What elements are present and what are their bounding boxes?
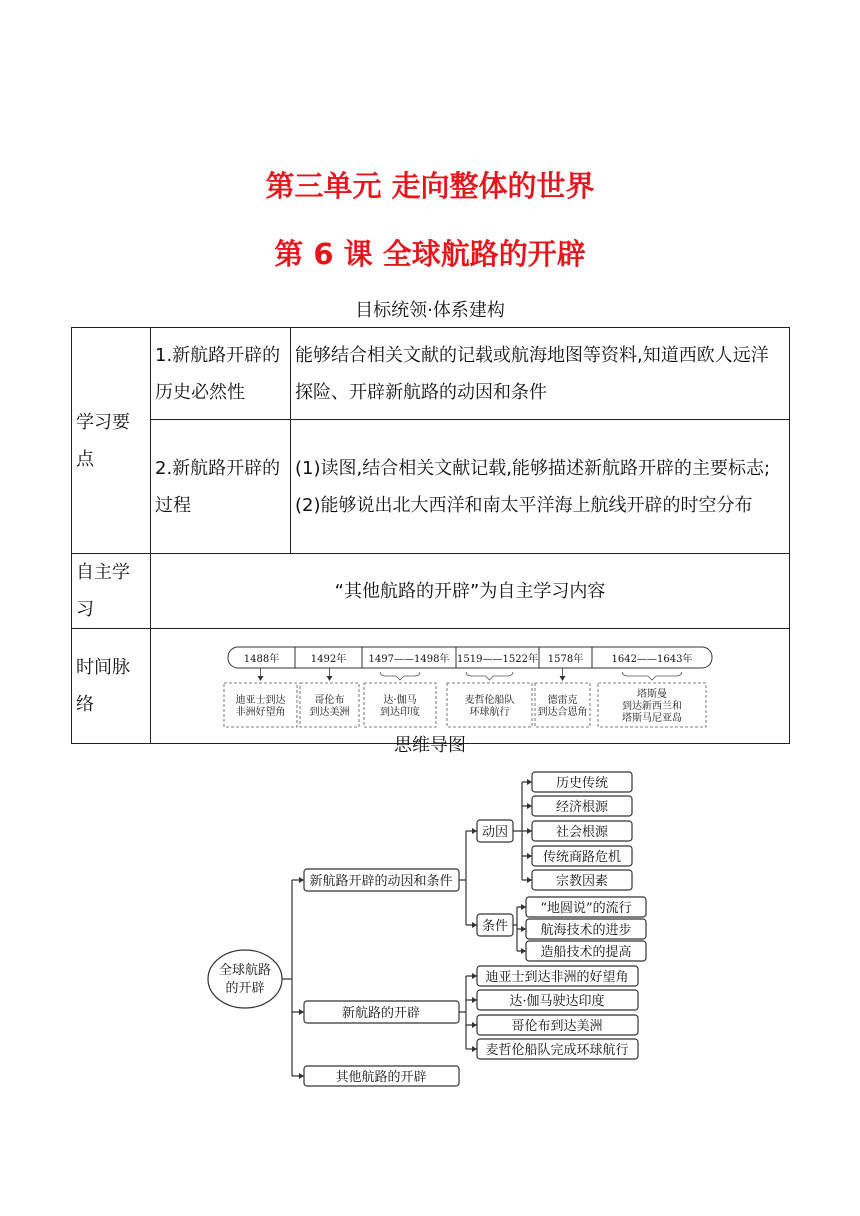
connector (282, 880, 304, 1076)
table-row (72, 629, 790, 744)
table-row (72, 420, 790, 554)
timeline-arrowhead (258, 676, 264, 681)
mindmap-node-label: 条件 (481, 919, 509, 934)
table-row (72, 554, 790, 629)
timeline-arrowhead (560, 676, 566, 681)
mindmap-node-label: 动因 (481, 825, 509, 840)
arrowhead (527, 779, 532, 785)
timeline-event-text: 环球航行 (469, 707, 510, 718)
timeline-container (151, 629, 790, 744)
arrowhead (521, 948, 526, 954)
timeline-brace (466, 672, 513, 680)
timeline-event-text: 达·伽马 (383, 695, 417, 706)
timeline-event-text: 非洲好望角 (235, 707, 286, 718)
timeline-diagram (151, 629, 782, 744)
lesson-title: 第 6 课 全球航路的开辟 (274, 237, 586, 271)
mindmap-condition-item-label: 造船技术的提高 (540, 945, 632, 960)
arrowhead (472, 997, 477, 1003)
timeline-event-text: 到达美洲 (309, 707, 350, 718)
arrowhead (527, 828, 532, 834)
timeline-year: 1488年 (243, 654, 280, 665)
mindmap-motive-item-label: 社会根源 (555, 825, 609, 840)
timeline-year: 1578年 (547, 654, 584, 665)
mindmap-route-item-label: 哥伦布到达美洲 (511, 1019, 603, 1034)
timeline-event-text: 哥伦布 (314, 695, 345, 706)
timeline-year: 1642——1643年 (611, 654, 693, 665)
mindmap-motive-item-label: 经济根源 (555, 800, 609, 815)
arrowhead (472, 1022, 477, 1028)
arrowhead (472, 828, 477, 834)
mind-map (0, 760, 860, 1100)
mindmap-motive-item-label: 传统商路危机 (542, 850, 622, 865)
timeline-event-text: 迪亚士到达 (235, 695, 286, 706)
table-row (72, 328, 790, 420)
mindmap-condition-item-label: “地圆说”的流行 (540, 901, 632, 916)
point1-title: 1.新航路开辟的历史必然性 (151, 328, 291, 420)
timeline-event-text: 德雷克 (547, 695, 578, 706)
arrowhead (521, 904, 526, 910)
arrowhead (521, 926, 526, 932)
mindmap-condition-item-label: 航海技术的进步 (540, 923, 632, 938)
self-study-cell: 自主学习 (72, 554, 151, 629)
timeline-brace (380, 672, 420, 680)
timeline-year: 1497——1498年 (368, 654, 450, 665)
timeline-cell: 时间脉络 (72, 629, 151, 744)
mindmap-route-item-label: 迪亚士到达非洲的好望角 (485, 970, 629, 985)
mindmap-motive-item-label: 宗教因素 (555, 874, 609, 889)
mindmap-branch-label: 其他航路的开辟 (335, 1070, 427, 1085)
timeline-event-text: 到达新西兰和 (622, 701, 682, 712)
mindmap-route-item-label: 达·伽马驶达印度 (509, 994, 605, 1009)
point2-desc: (1)读图,结合相关文献记载,能够描述新航路开辟的主要标志;(2)能够说出北大西洋和南太平洋海上航线开辟的时空分布 (291, 420, 790, 554)
arrowhead (472, 973, 477, 979)
mindmap-root-label: 的开辟 (225, 981, 265, 996)
point2-title: 2.新航路开辟的过程 (151, 420, 291, 554)
arrowhead (299, 877, 304, 883)
arrowhead (299, 1073, 304, 1079)
arrowhead (299, 1009, 304, 1015)
timeline-year: 1519——1522年 (457, 654, 538, 665)
self-study-desc: “其他航路的开辟”为自主学习内容 (151, 554, 790, 629)
arrowhead (527, 803, 532, 809)
mindmap-route-item-label: 麦哲伦船队完成环球航行 (485, 1043, 629, 1058)
connector (459, 831, 477, 925)
timeline-event-text: 塔斯曼 (637, 689, 667, 700)
arrowhead (472, 1046, 477, 1052)
arrowhead (527, 853, 532, 859)
mindmap-branch-label: 新航路的开辟 (341, 1006, 421, 1021)
goal-table (71, 327, 790, 744)
mindmap-root-label: 全球航路 (218, 963, 272, 978)
mindmap-branch-label: 新航路开辟的动因和条件 (309, 874, 453, 889)
timeline-event-text: 麦哲伦船队 (464, 695, 515, 706)
timeline-arrowhead (327, 676, 333, 681)
timeline-event-text: 到达合恩角 (537, 707, 588, 718)
mindmap-section-heading: 思维导图 (394, 735, 466, 756)
unit-title: 第三单元 走向整体的世界 (265, 169, 595, 203)
timeline-brace (622, 672, 681, 680)
connector (459, 976, 477, 1049)
mindmap-motive-item-label: 历史传统 (555, 776, 609, 791)
goal-section-heading: 目标统领·体系建构 (355, 300, 505, 321)
timeline-year: 1492年 (310, 654, 347, 665)
timeline-event-text: 到达印度 (380, 707, 420, 718)
point1-desc: 能够结合相关文献的记载或航海地图等资料,知道西欧人远洋探险、开辟新航路的动因和条件 (291, 328, 790, 420)
study-points-cell: 学习要点 (72, 328, 151, 554)
arrowhead (527, 877, 532, 883)
timeline-event-text: 塔斯马尼亚岛 (622, 713, 682, 724)
arrowhead (472, 922, 477, 928)
mindmap-root (208, 950, 282, 1008)
